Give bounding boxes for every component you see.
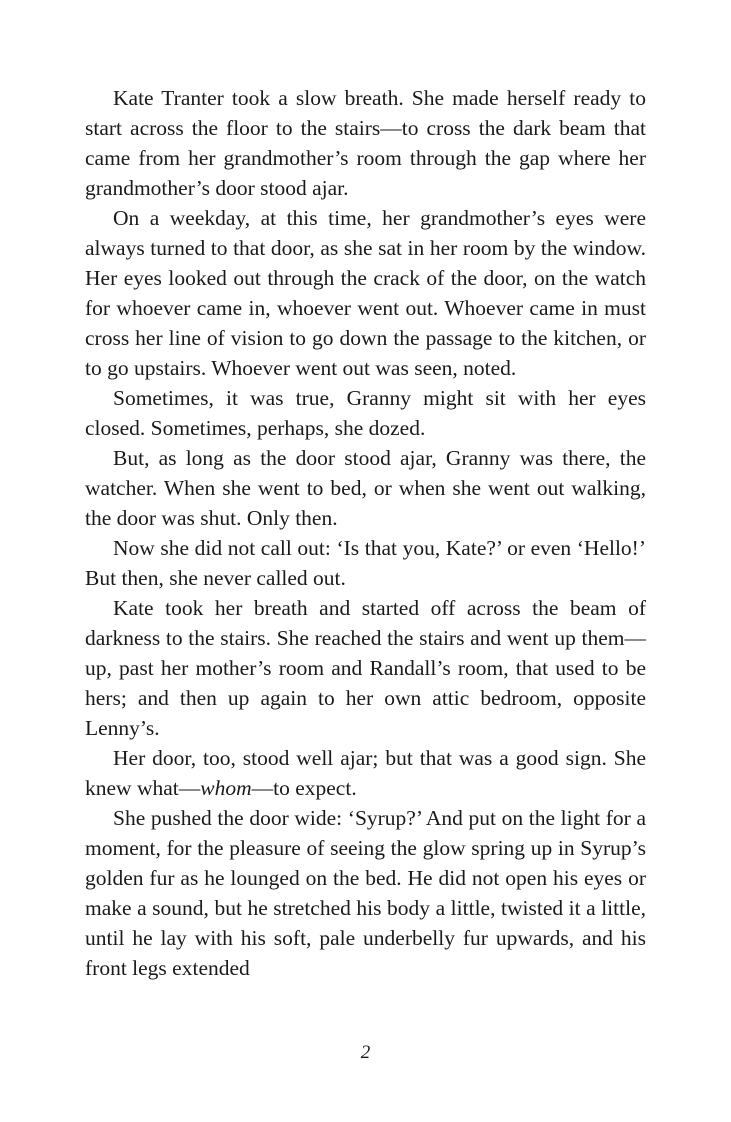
paragraph-text-before: Her door, too, stood well ajar; but that was a good sign. She knew what— (85, 746, 646, 800)
book-page-body (85, 83, 646, 983)
emphasis-word: whom (200, 776, 252, 800)
paragraph: Kate Tranter took a slow breath. She made herself ready to start across the floor to the stairs—to cross the dark beam that came from her grandmother’s room through the gap where her grandmother’s door stood ajar. (85, 86, 646, 200)
paragraph-last: She pushed the door wide: ‘Syrup?’ And put on the light for a moment, for the pleasure of seeing the glow spring up in Syrup’s golden fur as he lounged on the bed. He did not open his eyes or make a sound, but he stretched his body a little, twisted it a little, until he lay with his soft, pale underbelly fur upwards, and his front legs extended (85, 806, 646, 980)
page-number: 2 (360, 1042, 371, 1063)
paragraph: On a weekday, at this time, her grandmother’s eyes were always turned to that door, as she sat in her room by the window. Her eyes looked out through the crack of the door, on the watch for whoever came in, whoever went out. Whoever came in must cross her line of vision to go down the passage to the kitchen, or to go upstairs. Whoever went out was seen, noted. (85, 206, 646, 380)
paragraph: Kate took her breath and started off across the beam of darkness to the stairs. She reached the stairs and went up them—up, past her mother’s room and Randall’s room, that used to be hers; and then up again to her own attic bedroom, opposite Lenny’s. (85, 596, 646, 740)
paragraph: Now she did not call out: ‘Is that you, Kate?’ or even ‘Hello!’ But then, she never called out. (85, 536, 646, 590)
paragraph: Sometimes, it was true, Granny might sit with her eyes closed. Sometimes, perhaps, she dozed. (85, 386, 646, 440)
paragraph: But, as long as the door stood ajar, Granny was there, the watcher. When she went to bed, or when she went out walking, the door was shut. Only then. (85, 446, 646, 530)
paragraph-with-emphasis (85, 743, 646, 803)
paragraph-text-after: —to expect. (251, 776, 357, 800)
